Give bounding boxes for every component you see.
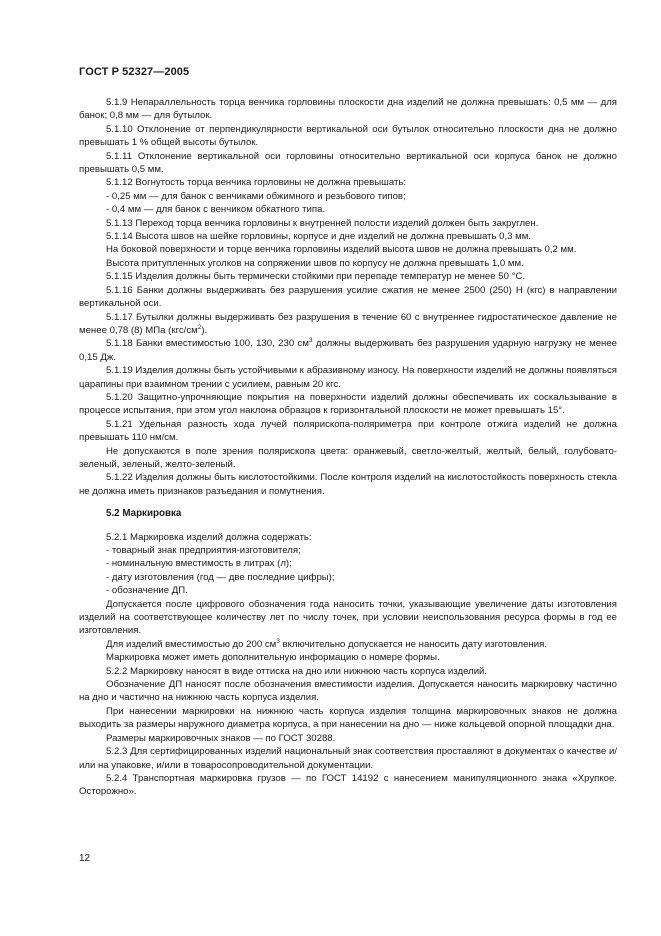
paragraph: 5.2.4 Транспортная маркировка грузов — по ГОСТ 14192 с нанесением манипуляционного знака «Хрупкое. Осторожно».: [79, 772, 617, 798]
text-span: 5.1.17 Бутылки должны выдерживать без разрушения в течение 60 с внутреннее гидростатическое давление не менее 0,78 (8) МПа (кгс/см: [79, 311, 617, 336]
text-span: ).: [201, 324, 208, 336]
paragraph: Обозначение ДП наносят после обозначения вместимости изделия. Допускается наносить маркировку частично на дно и частично на нижнюю часть корпуса изделия.: [79, 679, 617, 704]
paragraph: 5.1.9 Непараллельность торца венчика горловины плоскости дна изделий не должна превышать: 0,5 мм — для банок; 0,8 мм — для бутылок.: [79, 97, 617, 122]
paragraph: 5.1.14 Высота швов на шейке горловины, корпусе и дне изделий не должна превышать 0,3 мм.: [106, 231, 532, 243]
paragraph: Допускается после цифрового обозначения года наносить точки, указывающие увеличение даты изготовления изделий на соответствующее количеству лет по числу точек, при условии неиспользования ресурса формы в год ее изготовления.: [79, 598, 617, 637]
paragraph: При нанесении маркировки на нижнюю часть корпуса изделия толщина маркировочных знаков не должна выходить за размеры наружного диаметра корпуса, а при нанесении на дно — ниже кольцевой опорной площадки дна.: [79, 705, 617, 731]
superscript: 3: [308, 337, 313, 345]
paragraph: 5.1.19 Изделия должны быть устойчивыми к абразивному износу. На поверхности изделий не должны появляться царапины при взаимном трении с усилием, равным 20 кгс.: [79, 365, 617, 390]
list-item: - товарный знак предприятия-изготовителя;: [106, 545, 301, 556]
paragraph: 5.1.13 Переход торца венчика горловины к внутренней полости изделий должен быть закруглен.: [106, 217, 539, 229]
list-item: - обозначение ДП.: [106, 585, 188, 597]
paragraph: 5.1.22 Изделия должны быть кислотостойкими. После контроля изделий на кислотостойкость поверхность стекла не должна иметь признаков разъедания и помутнения.: [79, 472, 617, 497]
paragraph: 5.2.1 Маркировка изделий должна содержать:: [106, 531, 312, 543]
list-item: - дату изготовления (год — две последние цифры);: [106, 571, 335, 583]
document-body: [79, 96, 617, 799]
paragraph: 5.2.3 Для сертифицированных изделий национальный знак соответствия проставляют в документах о качестве и/или на упаковке, и/или в товаросопроводительной документации.: [79, 746, 617, 771]
paragraph: 5.1.11 Отклонение вертикальной оси горловины относительно вертикальной оси корпуса банок не должно превышать 0,5 мм.: [79, 150, 617, 176]
paragraph-200: [79, 638, 617, 651]
superscript: 2: [197, 323, 202, 331]
list-item: - номинальную вместимость в литрах (л);: [106, 558, 292, 570]
paragraph: 5.1.20 Защитно-упрочняющие покрытия на поверхности изделий должны обеспечивать их соскальзывание в процессе испытания, при этом угол наклона образцов к горизонтальной плоскости не может превышать 15°.: [79, 391, 617, 417]
paragraph: 5.1.10 Отклонение от перпендикулярности вертикальной оси бутылок относительно плоскости дна не должно превышать 1 % общей высоты бутылок.: [79, 123, 617, 149]
paragraph: На боковой поверхности и торце венчика горловины изделий высота швов не должна превышать 0,2 мм.: [106, 244, 577, 256]
paragraph: Маркировка может иметь дополнительную информацию о номере формы.: [106, 652, 440, 664]
section-title: 5.2 Маркировка: [106, 508, 182, 520]
paragraph: 5.1.12 Вогнутость торца венчика горловины не должна превышать:: [106, 177, 407, 189]
list-item: - 0,25 мм — для банок с венчиками обжимного и резьбового типов;: [106, 190, 406, 202]
paragraph: 5.2.2 Маркировку наносят в виде оттиска на дно или нижнюю часть корпуса изделий.: [106, 665, 488, 677]
page-number: 12: [79, 853, 91, 864]
text-span: Для изделий вместимостью до 200 см: [106, 638, 277, 650]
paragraph: Не допускаются в поле зрения полярископа цвета: оранжевый, светло-желтый, желтый, белый, голубовато-зеленый, зеленый, желто-зеленый.: [79, 445, 617, 470]
paragraph-5-1-18: [79, 337, 617, 364]
document-header: ГОСТ Р 52327—2005: [79, 66, 190, 78]
list-item: - 0,4 мм — для банок с венчиком обкатного типа.: [106, 204, 326, 216]
paragraph-5-1-17: [79, 311, 617, 338]
text-span: 5.1.18 Банки вместимостью 100, 130, 230 см: [106, 338, 309, 350]
text-span: включительно допускается не наносить дату изготовления.: [279, 638, 547, 650]
paragraph: 5.1.15 Изделия должны быть термически стойкими при перепаде температур не менее 50 °С.: [106, 271, 526, 283]
superscript: 3: [276, 637, 280, 645]
paragraph: 5.1.16 Банки должны выдерживать без разрушения усилие сжатия не менее 2500 (250) Н (кгс) в направлении вертикальной оси.: [79, 284, 617, 310]
paragraph: Размеры маркировочных знаков — по ГОСТ 30288.: [106, 732, 336, 744]
paragraph: 5.1.21 Удельная разность хода лучей полярископа-поляриметра при контроле отжига изделий не должна превышать 110 нм/см.: [79, 418, 617, 444]
text-span: должны выдерживать без разрушения ударную нагрузку не менее 0,15 Дж.: [79, 338, 618, 363]
paragraph: Высота притупленных уголков на сопряжении швов по корпусу не должна превышать 1,0 мм.: [106, 257, 524, 269]
